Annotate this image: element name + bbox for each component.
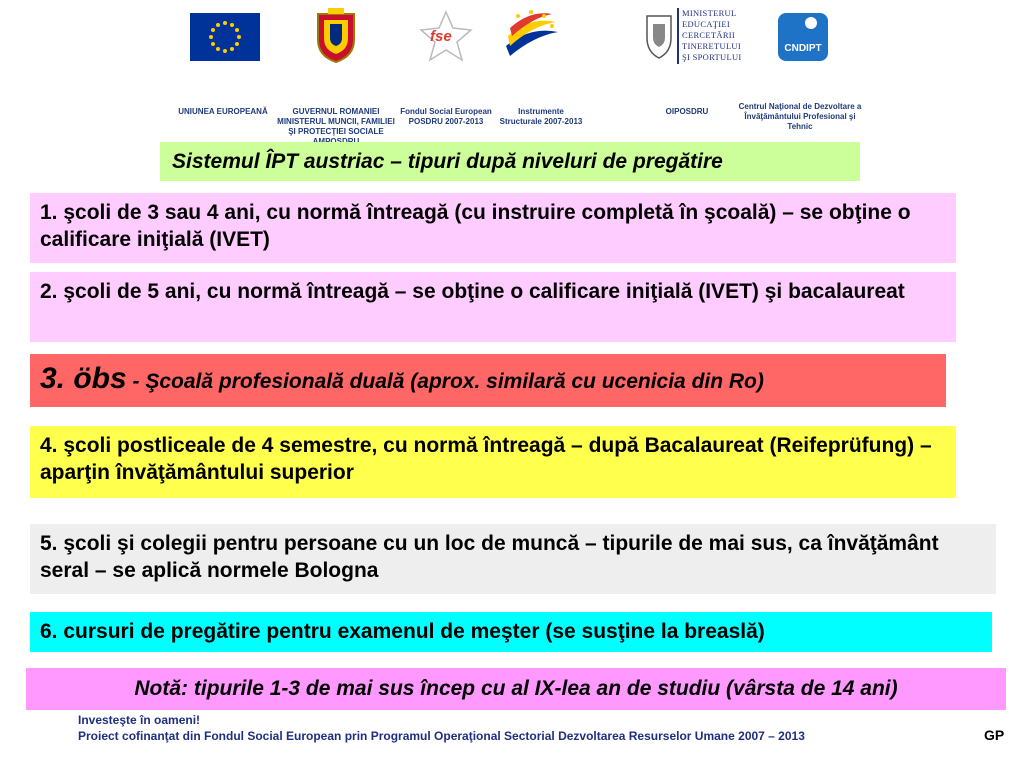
note [26,668,1006,710]
item-4 [30,426,956,498]
item-4-text: 4. şcoli postliceale de 4 semestre, cu normă întreagă – după Bacalaureat (Reifeprüfung) – aparţin învăţământului superior [40,434,932,484]
item-6 [30,612,992,652]
item-3 [30,354,946,407]
caption-government: GUVERNUL ROMANIEI MINISTERUL MUNCII, FAMILIEI ŞI PROTECŢIEI SOCIALE [277,107,395,136]
item-5 [30,524,996,594]
cndipt-logo [778,13,828,61]
caption-eu: UNIUNEA EUROPEANĂ [178,107,268,116]
fse-logo [418,10,474,64]
eu-stars-icon [190,13,260,61]
item-6-text: 6. cursuri de pregătire pentru examenul de meşter (se susţine la breaslă) [40,620,765,643]
caption-cndipt: Centrul Naţional de Dezvoltare a Învăţământului Profesional şi Tehnic [738,102,862,131]
caption-oiposdru: OIPOSDRU [665,107,709,116]
item-3-text: - Şcoală profesională duală (aprox. similară cu ucenicia din Ro) [126,370,764,393]
item-5-text: 5. şcoli şi colegii pentru persoane cu un loc de muncă – tipurile de mai sus, ca învăţământ seral – se aplică normele Bologna [40,532,939,582]
ministry-crest-icon [644,12,674,62]
item-1-text: 1. şcoli de 3 sau 4 ani, cu normă întreagă (cu instruire completă în şcoală) – se obţine o calificare iniţială (IVET) [40,201,911,251]
ministry-logo-text: MINISTERUL EDUCAŢIEI CERCETĂRII TINERETULUI ŞI SPORTULUI [682,8,742,62]
footer-initials: GP [984,727,1005,743]
cndipt-logo-text: CNDIPT [784,43,822,54]
ministry-education-logo [644,8,740,66]
romania-coat-of-arms-logo [314,8,358,64]
page-title-text: Sistemul ÎPT austriac – tipuri după niveluri de pregătire [172,150,723,173]
coat-of-arms-icon [314,8,358,64]
item-3-lead: 3. öbs [40,362,127,395]
note-text: Notă: tipurile 1-3 de mai sus încep cu al IX-lea an de studiu (vârsta de 14 ani) [134,677,898,700]
caption-structural: Instrumente Structurale 2007-2013 [499,107,583,126]
item-2-text: 2. şcoli de 5 ani, cu normă întreagă – se obţine o calificare iniţială (IVET) şi bacalaureat [40,280,905,303]
page-title [160,142,860,181]
fse-logo-text: fse [430,28,452,45]
item-1 [30,193,956,263]
footer-project: Proiect cofinanţat din Fondul Social European prin Programul Operaţional Sectorial Dezvoltarea Resurselor Umane 2007 – 2013 [78,729,805,743]
structural-instruments-icon [500,6,562,66]
structural-instruments-logo [500,6,562,66]
eu-flag-logo [190,13,260,61]
cndipt-badge-icon [805,17,817,29]
footer-slogan: Investeşte în oameni! [78,713,201,727]
item-2 [30,272,956,342]
caption-fse: Fondul Social European POSDRU 2007-2013 [400,107,492,126]
